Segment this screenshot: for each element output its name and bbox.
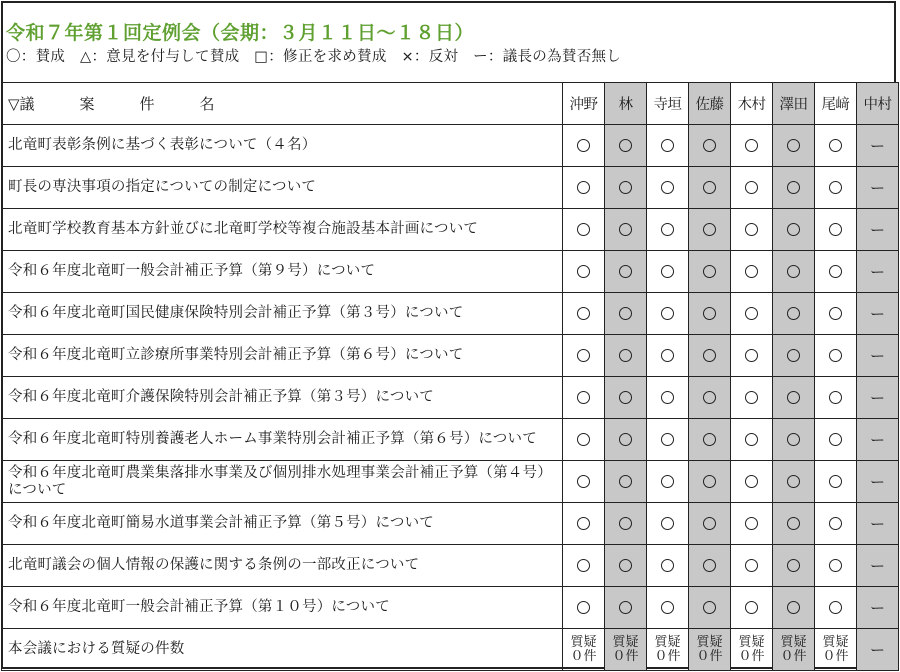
approve-circle-icon: [661, 391, 674, 404]
member-header-3: 佐藤: [689, 83, 731, 125]
agenda-item-name: 令和６年度北竜町特別養護老人ホーム事業特別会計補正予算（第６号）について: [2, 419, 563, 461]
approve-circle-icon: [745, 307, 758, 320]
approve-circle-icon: [829, 265, 842, 278]
approve-circle-icon: [745, 349, 758, 362]
approve-circle-icon: [703, 391, 716, 404]
vote-cell: [731, 587, 773, 629]
vote-cell: [563, 461, 605, 503]
vote-cell: [689, 461, 731, 503]
question-count-cell: [563, 629, 605, 671]
approve-circle-icon: [619, 139, 632, 152]
vote-cell: [647, 251, 689, 293]
vote-cell: [773, 545, 815, 587]
vote-cell: [773, 209, 815, 251]
vote-cell: [815, 545, 857, 587]
approve-circle-icon: [745, 223, 758, 236]
vote-cell: [815, 209, 857, 251]
approve-circle-icon: [829, 223, 842, 236]
approve-circle-icon: [577, 475, 590, 488]
table-row: [2, 545, 899, 587]
approve-circle-icon: [661, 265, 674, 278]
vote-cell: [605, 419, 647, 461]
approve-circle-icon: [787, 349, 800, 362]
no-vote-dash: ー: [869, 347, 885, 365]
vote-cell: [605, 587, 647, 629]
vote-cell: [647, 167, 689, 209]
table-row: [2, 209, 899, 251]
vote-cell: [731, 503, 773, 545]
table-row: [2, 419, 899, 461]
vote-cell: [815, 125, 857, 167]
approve-circle-icon: [703, 433, 716, 446]
vote-cell: [647, 335, 689, 377]
question-label: 質疑: [738, 634, 765, 650]
approve-circle-icon: [619, 307, 632, 320]
vote-cell: [647, 377, 689, 419]
agenda-item-name: 令和６年度北竜町一般会計補正予算（第１０号）について: [2, 587, 563, 629]
vote-cell: [857, 461, 899, 503]
vote-cell: [731, 167, 773, 209]
no-vote-dash: ー: [869, 263, 885, 281]
table-row: [2, 293, 899, 335]
approve-circle-icon: [787, 223, 800, 236]
vote-cell: [563, 377, 605, 419]
approve-circle-icon: [745, 517, 758, 530]
question-label: 質疑: [654, 634, 681, 650]
approve-circle-icon: [703, 265, 716, 278]
table-row: [2, 167, 899, 209]
agenda-item-name: 北竜町表彰条例に基づく表彰について（４名）: [2, 125, 563, 167]
question-count-cell: [647, 629, 689, 671]
vote-cell: [563, 293, 605, 335]
approve-circle-icon: [829, 433, 842, 446]
vote-cell: [605, 545, 647, 587]
no-vote-dash: ー: [869, 557, 885, 575]
approve-circle-icon: [703, 559, 716, 572]
approve-circle-icon: [619, 223, 632, 236]
approve-circle-icon: [619, 559, 632, 572]
vote-cell: [689, 377, 731, 419]
approve-circle-icon: [703, 475, 716, 488]
approve-circle-icon: [661, 307, 674, 320]
vote-legend: 〇：賛成 △：意見を付与して賛成 □：修正を求め賛成 ×：反対 ー：議長の為賛否無し: [6, 49, 622, 65]
approve-circle-icon: [787, 475, 800, 488]
vote-cell: [857, 587, 899, 629]
approve-circle-icon: [577, 223, 590, 236]
approve-circle-icon: [703, 223, 716, 236]
approve-circle-icon: [577, 559, 590, 572]
approve-circle-icon: [703, 139, 716, 152]
vote-cell: [731, 461, 773, 503]
vote-cell: [605, 335, 647, 377]
no-vote-dash: ー: [869, 305, 885, 323]
approve-circle-icon: [787, 139, 800, 152]
question-label: 質疑: [612, 634, 639, 650]
vote-cell: [773, 587, 815, 629]
question-count-row: [2, 629, 899, 671]
agenda-item-name: 北竜町議会の個人情報の保護に関する条例の一部改正について: [2, 545, 563, 587]
vote-cell: [857, 335, 899, 377]
agenda-item-name: 令和６年度北竜町簡易水道事業会計補正予算（第５号）について: [2, 503, 563, 545]
member-header-1: 林: [605, 83, 647, 125]
question-label: 質疑: [696, 634, 723, 650]
vote-cell: [857, 419, 899, 461]
vote-cell: [605, 125, 647, 167]
approve-circle-icon: [577, 601, 590, 614]
no-vote-dash: ー: [869, 431, 885, 449]
member-header-7: 中村: [857, 83, 899, 125]
vote-cell: [857, 377, 899, 419]
agenda-item-name: 令和６年度北竜町立診療所事業特別会計補正予算（第６号）について: [2, 335, 563, 377]
vote-cell: [605, 461, 647, 503]
vote-cell: [563, 335, 605, 377]
vote-cell: [647, 545, 689, 587]
approve-circle-icon: [829, 307, 842, 320]
question-count-value: ０件: [654, 648, 681, 664]
vote-cell: [815, 167, 857, 209]
vote-cell: [731, 335, 773, 377]
vote-cell: [815, 377, 857, 419]
vote-cell: [689, 293, 731, 335]
question-count-value: ０件: [822, 648, 849, 664]
no-vote-dash: ー: [869, 599, 885, 617]
approve-circle-icon: [619, 265, 632, 278]
member-header-6: 尾﨑: [815, 83, 857, 125]
question-count-value: ０件: [738, 648, 765, 664]
question-count-cell: [689, 629, 731, 671]
agenda-item-name: 令和６年度北竜町一般会計補正予算（第９号）について: [2, 251, 563, 293]
question-count-value: ０件: [612, 648, 639, 664]
vote-cell: [773, 419, 815, 461]
approve-circle-icon: [787, 391, 800, 404]
vote-cell: [689, 125, 731, 167]
vote-cell: [731, 209, 773, 251]
table-row: [2, 125, 899, 167]
approve-circle-icon: [745, 433, 758, 446]
vote-cell: [563, 545, 605, 587]
agenda-item-name: 令和６年度北竜町国民健康保険特別会計補正予算（第３号）について: [2, 293, 563, 335]
agenda-item-name: 令和６年度北竜町農業集落排水事業及び個別排水処理事業会計補正予算（第４号）について: [2, 461, 563, 503]
table-row: [2, 461, 899, 503]
member-header-2: 寺垣: [647, 83, 689, 125]
table-row: [2, 587, 899, 629]
vote-cell: [857, 125, 899, 167]
approve-circle-icon: [661, 601, 674, 614]
vote-cell: [647, 503, 689, 545]
approve-circle-icon: [829, 181, 842, 194]
vote-cell: [731, 125, 773, 167]
vote-cell: [815, 419, 857, 461]
vote-cell: [689, 419, 731, 461]
vote-cell: [773, 503, 815, 545]
vote-cell: [731, 377, 773, 419]
vote-cell: [605, 293, 647, 335]
no-vote-dash: ー: [869, 515, 885, 533]
approve-circle-icon: [661, 433, 674, 446]
approve-circle-icon: [829, 475, 842, 488]
vote-cell: [857, 545, 899, 587]
approve-circle-icon: [703, 349, 716, 362]
member-header-4: 木村: [731, 83, 773, 125]
question-count-cell: [815, 629, 857, 671]
no-vote-dash: ー: [869, 641, 885, 659]
approve-circle-icon: [829, 139, 842, 152]
vote-cell: [605, 251, 647, 293]
vote-cell: [773, 461, 815, 503]
approve-circle-icon: [619, 433, 632, 446]
vote-cell: [689, 335, 731, 377]
vote-cell: [815, 503, 857, 545]
approve-circle-icon: [619, 181, 632, 194]
approve-circle-icon: [745, 139, 758, 152]
vote-cell: [815, 587, 857, 629]
approve-circle-icon: [787, 433, 800, 446]
approve-circle-icon: [745, 559, 758, 572]
vote-cell: [689, 503, 731, 545]
member-header-5: 澤田: [773, 83, 815, 125]
table-body: [2, 125, 899, 671]
approve-circle-icon: [661, 475, 674, 488]
approve-circle-icon: [745, 391, 758, 404]
vote-cell: [563, 587, 605, 629]
vote-cell: [605, 209, 647, 251]
vote-cell: [689, 209, 731, 251]
table-header-row: [2, 83, 899, 125]
vote-cell: [563, 251, 605, 293]
chair-question-cell: [857, 629, 899, 671]
vote-cell: [731, 251, 773, 293]
vote-cell: [731, 419, 773, 461]
approve-circle-icon: [619, 601, 632, 614]
page-title: 令和７年第１回定例会（会期：３月１１日〜１８日）: [6, 22, 475, 44]
question-count-value: ０件: [780, 648, 807, 664]
vote-cell: [605, 503, 647, 545]
vote-cell: [773, 167, 815, 209]
approve-circle-icon: [703, 181, 716, 194]
question-count-cell: [773, 629, 815, 671]
approve-circle-icon: [745, 181, 758, 194]
approve-circle-icon: [829, 601, 842, 614]
approve-circle-icon: [661, 223, 674, 236]
vote-cell: [647, 419, 689, 461]
approve-circle-icon: [619, 391, 632, 404]
approve-circle-icon: [577, 139, 590, 152]
approve-circle-icon: [745, 265, 758, 278]
vote-cell: [689, 545, 731, 587]
question-label: 質疑: [822, 634, 849, 650]
no-vote-dash: ー: [869, 137, 885, 155]
approve-circle-icon: [787, 181, 800, 194]
vote-cell: [605, 377, 647, 419]
member-header-0: 沖野: [563, 83, 605, 125]
vote-cell: [773, 377, 815, 419]
approve-circle-icon: [787, 307, 800, 320]
approve-circle-icon: [577, 265, 590, 278]
question-count-value: ０件: [570, 648, 597, 664]
agenda-column-header: ▽議 案 件 名: [2, 83, 563, 125]
vote-cell: [857, 251, 899, 293]
approve-circle-icon: [829, 391, 842, 404]
vote-cell: [647, 293, 689, 335]
vote-cell: [689, 167, 731, 209]
vote-cell: [647, 209, 689, 251]
vote-cell: [689, 587, 731, 629]
approve-circle-icon: [577, 517, 590, 530]
no-vote-dash: ー: [869, 179, 885, 197]
vote-cell: [647, 125, 689, 167]
vote-cell: [773, 251, 815, 293]
approve-circle-icon: [703, 517, 716, 530]
no-vote-dash: ー: [869, 389, 885, 407]
vote-cell: [563, 419, 605, 461]
approve-circle-icon: [619, 475, 632, 488]
approve-circle-icon: [661, 139, 674, 152]
vote-cell: [815, 461, 857, 503]
question-count-cell: [605, 629, 647, 671]
vote-cell: [815, 293, 857, 335]
question-count-cell: [731, 629, 773, 671]
approve-circle-icon: [787, 517, 800, 530]
vote-cell: [857, 293, 899, 335]
approve-circle-icon: [577, 391, 590, 404]
question-count-value: ０件: [696, 648, 723, 664]
approve-circle-icon: [787, 559, 800, 572]
agenda-item-name: 令和６年度北竜町介護保険特別会計補正予算（第３号）について: [2, 377, 563, 419]
agenda-item-name: 北竜町学校教育基本方針並びに北竜町学校等複合施設基本計画について: [2, 209, 563, 251]
vote-cell: [605, 167, 647, 209]
vote-cell: [563, 125, 605, 167]
approve-circle-icon: [661, 181, 674, 194]
approve-circle-icon: [619, 349, 632, 362]
approve-circle-icon: [745, 601, 758, 614]
approve-circle-icon: [829, 517, 842, 530]
vote-cell: [815, 251, 857, 293]
table-row: [2, 335, 899, 377]
approve-circle-icon: [661, 517, 674, 530]
vote-cell: [563, 167, 605, 209]
voting-table: [1, 82, 899, 671]
vote-cell: [857, 209, 899, 251]
approve-circle-icon: [577, 307, 590, 320]
approve-circle-icon: [661, 349, 674, 362]
vote-cell: [689, 251, 731, 293]
approve-circle-icon: [577, 349, 590, 362]
vote-cell: [731, 545, 773, 587]
question-count-label: 本会議における質疑の件数: [2, 629, 563, 671]
table-row: [2, 377, 899, 419]
vote-cell: [773, 335, 815, 377]
question-label: 質疑: [780, 634, 807, 650]
approve-circle-icon: [661, 559, 674, 572]
approve-circle-icon: [619, 517, 632, 530]
vote-cell: [647, 461, 689, 503]
agenda-item-name: 町長の専決事項の指定についての制定について: [2, 167, 563, 209]
vote-cell: [731, 293, 773, 335]
vote-cell: [857, 167, 899, 209]
no-vote-dash: ー: [869, 221, 885, 239]
approve-circle-icon: [577, 181, 590, 194]
approve-circle-icon: [787, 601, 800, 614]
table-row: [2, 251, 899, 293]
table-row: [2, 503, 899, 545]
vote-cell: [563, 209, 605, 251]
approve-circle-icon: [787, 265, 800, 278]
approve-circle-icon: [829, 559, 842, 572]
approve-circle-icon: [703, 307, 716, 320]
vote-cell: [773, 125, 815, 167]
approve-circle-icon: [745, 475, 758, 488]
vote-cell: [773, 293, 815, 335]
question-label: 質疑: [570, 634, 597, 650]
vote-cell: [647, 587, 689, 629]
vote-cell: [857, 503, 899, 545]
vote-cell: [815, 335, 857, 377]
no-vote-dash: ー: [869, 473, 885, 491]
approve-circle-icon: [829, 349, 842, 362]
vote-cell: [563, 503, 605, 545]
approve-circle-icon: [703, 601, 716, 614]
approve-circle-icon: [577, 433, 590, 446]
